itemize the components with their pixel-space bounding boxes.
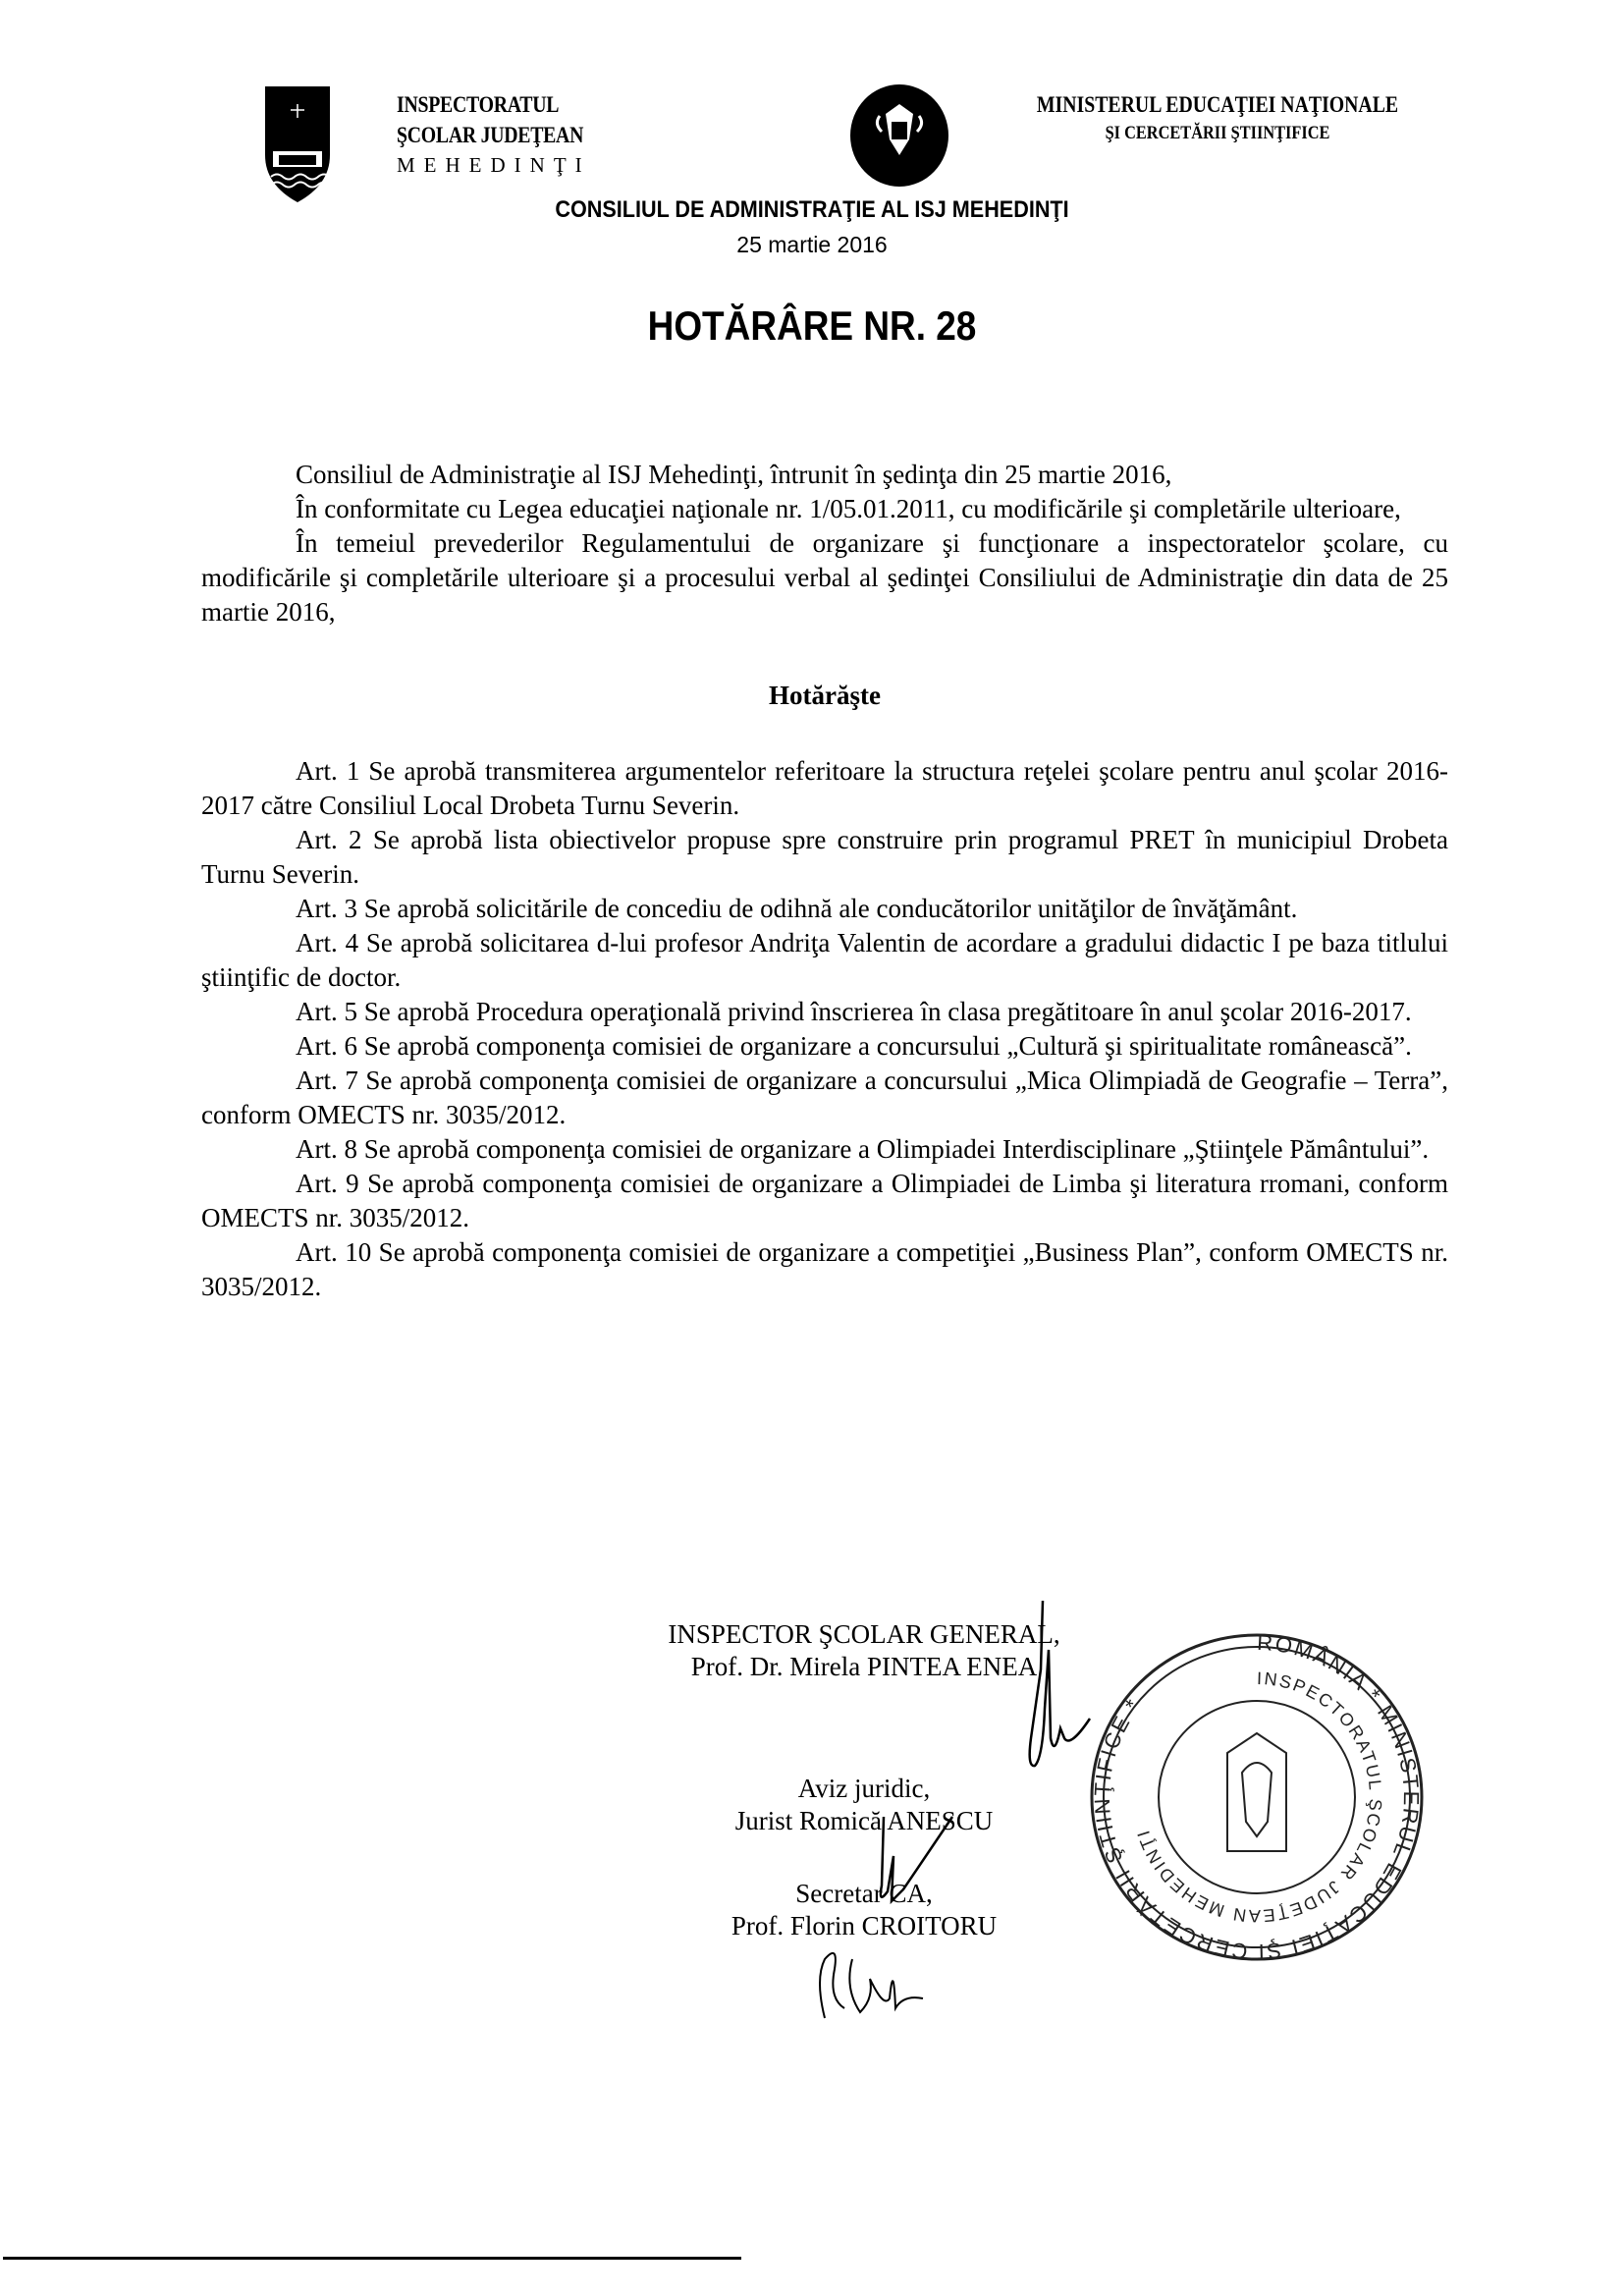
signatory-role: Aviz juridic, (797, 1774, 931, 1803)
romania-coat-of-arms-icon (850, 84, 948, 187)
meeting-date: 25 martie 2016 (736, 232, 888, 257)
preamble-paragraph: În temeiul prevederilor Regulamentului de organizare şi funcţionare a inspectoratelor şcolare, cu modificările şi completările ulterioare şi a procesului verbal al şedinţei Consiliului de Administraţie din data de 25 martie 2016, (201, 528, 1448, 627)
article-item: Art. 1 Se aprobă transmiterea argumentelor referitoare la structura reţelei şcolare pentru anul şcolar 2016-2017 către Consiliul Local Drobeta Turnu Severin. (201, 756, 1448, 820)
decides-heading: Hotărăşte (769, 681, 881, 710)
article-item: Art. 2 Se aprobă lista obiectivelor propuse spre construire prin programul PRET în municipiul Drobeta Turnu Severin. (201, 825, 1448, 889)
signatory-name: Prof. Florin CROITORU (731, 1911, 998, 1941)
signatory-role: Secretar CA, (795, 1879, 933, 1908)
stamp-inner-text: INSPECTORATUL ŞCOLAR JUDEŢEAN MEHEDINŢI (1132, 1667, 1386, 1927)
document-body (201, 458, 1448, 1304)
official-stamp-icon (1080, 1625, 1434, 1969)
institution-name-line: ŞCOLAR JUDEŢEAN (397, 123, 584, 147)
signatory-name: Prof. Dr. Mirela PINTEA ENEA (690, 1652, 1038, 1681)
article-item: Art. 4 Se aprobă solicitarea d-lui profesor Andriţa Valentin de acordare a gradului didactic I pe baza titlului ştiinţific de doctor. (201, 928, 1448, 992)
institution-county: MEHEDINŢI (397, 153, 591, 177)
signatory-role: INSPECTOR ŞCOLAR GENERAL, (668, 1619, 1060, 1649)
articles-list (201, 754, 1448, 1304)
handwritten-signature-icon (805, 1940, 943, 2028)
institution-name-line: INSPECTORATUL (397, 92, 560, 117)
article-item: Art. 7 Se aprobă componenţa comisiei de organizare a concursului „Mica Olimpiadă de Geografie – Terra”, conform OMECTS nr. 3035/2012. (201, 1066, 1448, 1129)
county-coat-of-arms-icon (265, 86, 330, 202)
footer-divider (3, 2257, 741, 2260)
preamble-paragraph: Consiliul de Administraţie al ISJ Mehedinţi, întrunit în şedinţa din 25 martie 2016, (296, 460, 1172, 489)
ministry-name-line: ŞI CERCETĂRII ŞTIINŢIFICE (1105, 123, 1330, 143)
decision-title: HOTĂRÂRE NR. 28 (647, 302, 977, 349)
preamble-paragraph: În conformitate cu Legea educaţiei naţionale nr. 1/05.01.2011, cu modificările şi completările ulterioare, (296, 494, 1401, 523)
svg-text:INSPECTORATUL ŞCOLAR JUDEŢEAN (1133, 1668, 1385, 1926)
article-item: Art. 9 Se aprobă componenţa comisiei de organizare a Olimpiadei de Limba şi literatura rromani, conform OMECTS nr. 3035/2012. (201, 1169, 1448, 1232)
article-item: Art. 10 Se aprobă componenţa comisiei de organizare a competiţiei „Business Plan”, conform OMECTS nr. 3035/2012. (201, 1237, 1448, 1301)
signatory-name: Jurist Romică ANESCU (734, 1806, 994, 1835)
council-title: CONSILIUL DE ADMINISTRAŢIE AL ISJ MEHEDINŢI (555, 196, 1069, 223)
article-item: Art. 3 Se aprobă solicitările de concediu de odihnă ale conducătorilor unităţilor de învăţământ. (296, 894, 1298, 923)
article-item: Art. 6 Se aprobă componenţa comisiei de organizare a concursului „Cultură şi spiritualitate românească”. (296, 1031, 1412, 1061)
ministry-name-line: MINISTERUL EDUCAŢIEI NAŢIONALE (1036, 92, 1399, 117)
article-item: Art. 5 Se aprobă Procedura operaţională privind înscrierea în clasa pregătitoare în anul şcolar 2016-2017. (296, 997, 1412, 1026)
handwritten-signature-icon (864, 1807, 972, 1915)
stamp-outer-text: ROMÂNIA * MINISTERUL EDUCAŢIEI ŞI CERCETĂRII ŞTIINŢIFICE * (1089, 1629, 1425, 1965)
article-item: Art. 8 Se aprobă componenţa comisiei de organizare a Olimpiadei Interdisciplinare „Ştiinţele Pământului”. (296, 1134, 1430, 1164)
